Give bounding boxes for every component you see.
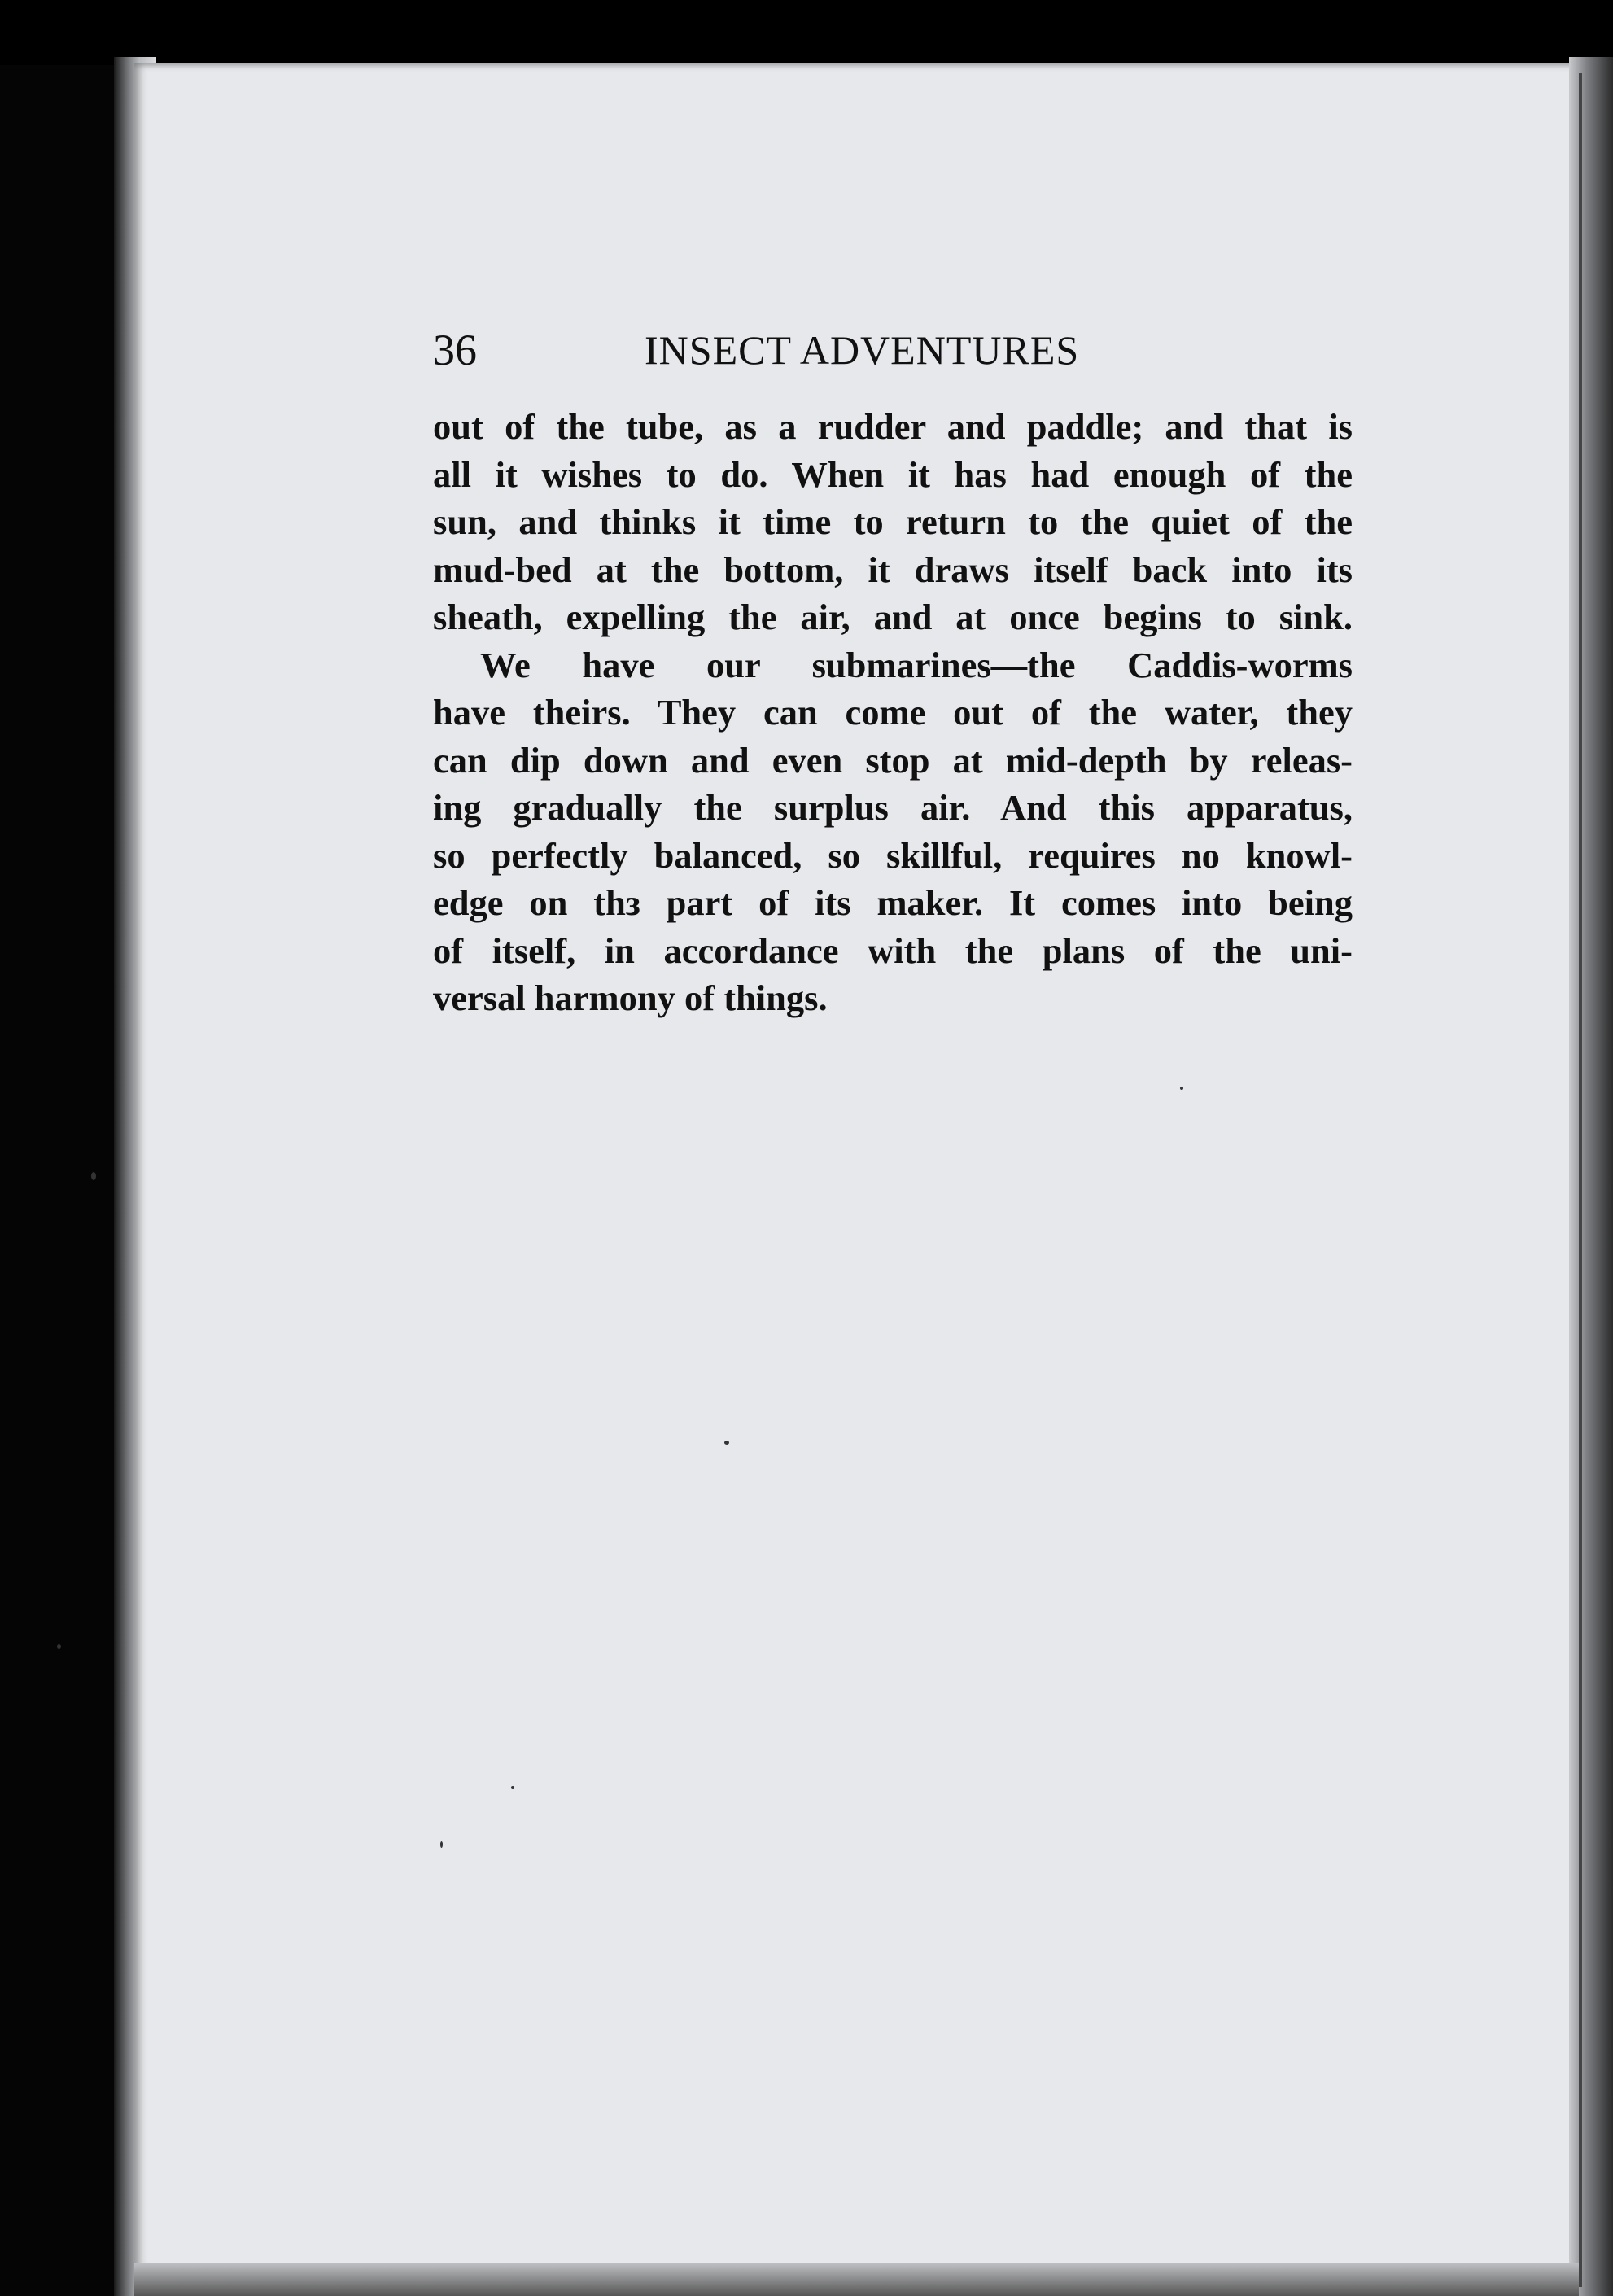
scan-speck [91,1172,96,1180]
body-text [433,403,1353,1022]
text-line: sheath, expelling the air, and at once begins to sink. [433,597,1353,637]
text-line: sun, and thinks it time to return to the quiet of the [433,501,1353,542]
scan-speck [511,1786,514,1789]
text-line: ing gradually the surplus air. And this apparatus, [433,787,1353,828]
text-line: all it wishes to do. When it has had enough of the [433,453,1353,495]
page-number: 36 [433,326,477,374]
right-edge-rule [1579,73,1582,2287]
right-page-edge [1569,57,1613,2296]
scan-speck [57,1644,61,1649]
scan-speck [440,1841,443,1848]
book-page [134,63,1579,2294]
scan-speck [1180,1087,1183,1090]
bottom-page-edge [134,2263,1579,2296]
text-line: versal harmony of things. [433,977,828,1018]
text-line: so perfectly balanced, so skillful, requires no knowl- [433,834,1353,876]
text-line: We have our submarines—the Caddis-worms [480,644,1353,685]
text-line: of itself, in accordance with the plans of the uni- [433,929,1353,971]
scan-speck [724,1441,729,1445]
text-line: out of the tube, as a rudder and paddle; and that is [433,406,1353,447]
scan-top-border [0,0,1613,65]
text-line: have theirs. They can come out of the water, they [433,692,1353,733]
text-line: can dip down and even stop at mid-depth by releas- [433,739,1353,781]
running-head: INSECT ADVENTURES [645,327,1080,373]
text-line: edge on thз part of its maker. It comes into being [433,882,1353,923]
page-header [433,321,1353,378]
text-line: mud-bed at the bottom, it draws itself back into its [433,549,1353,590]
